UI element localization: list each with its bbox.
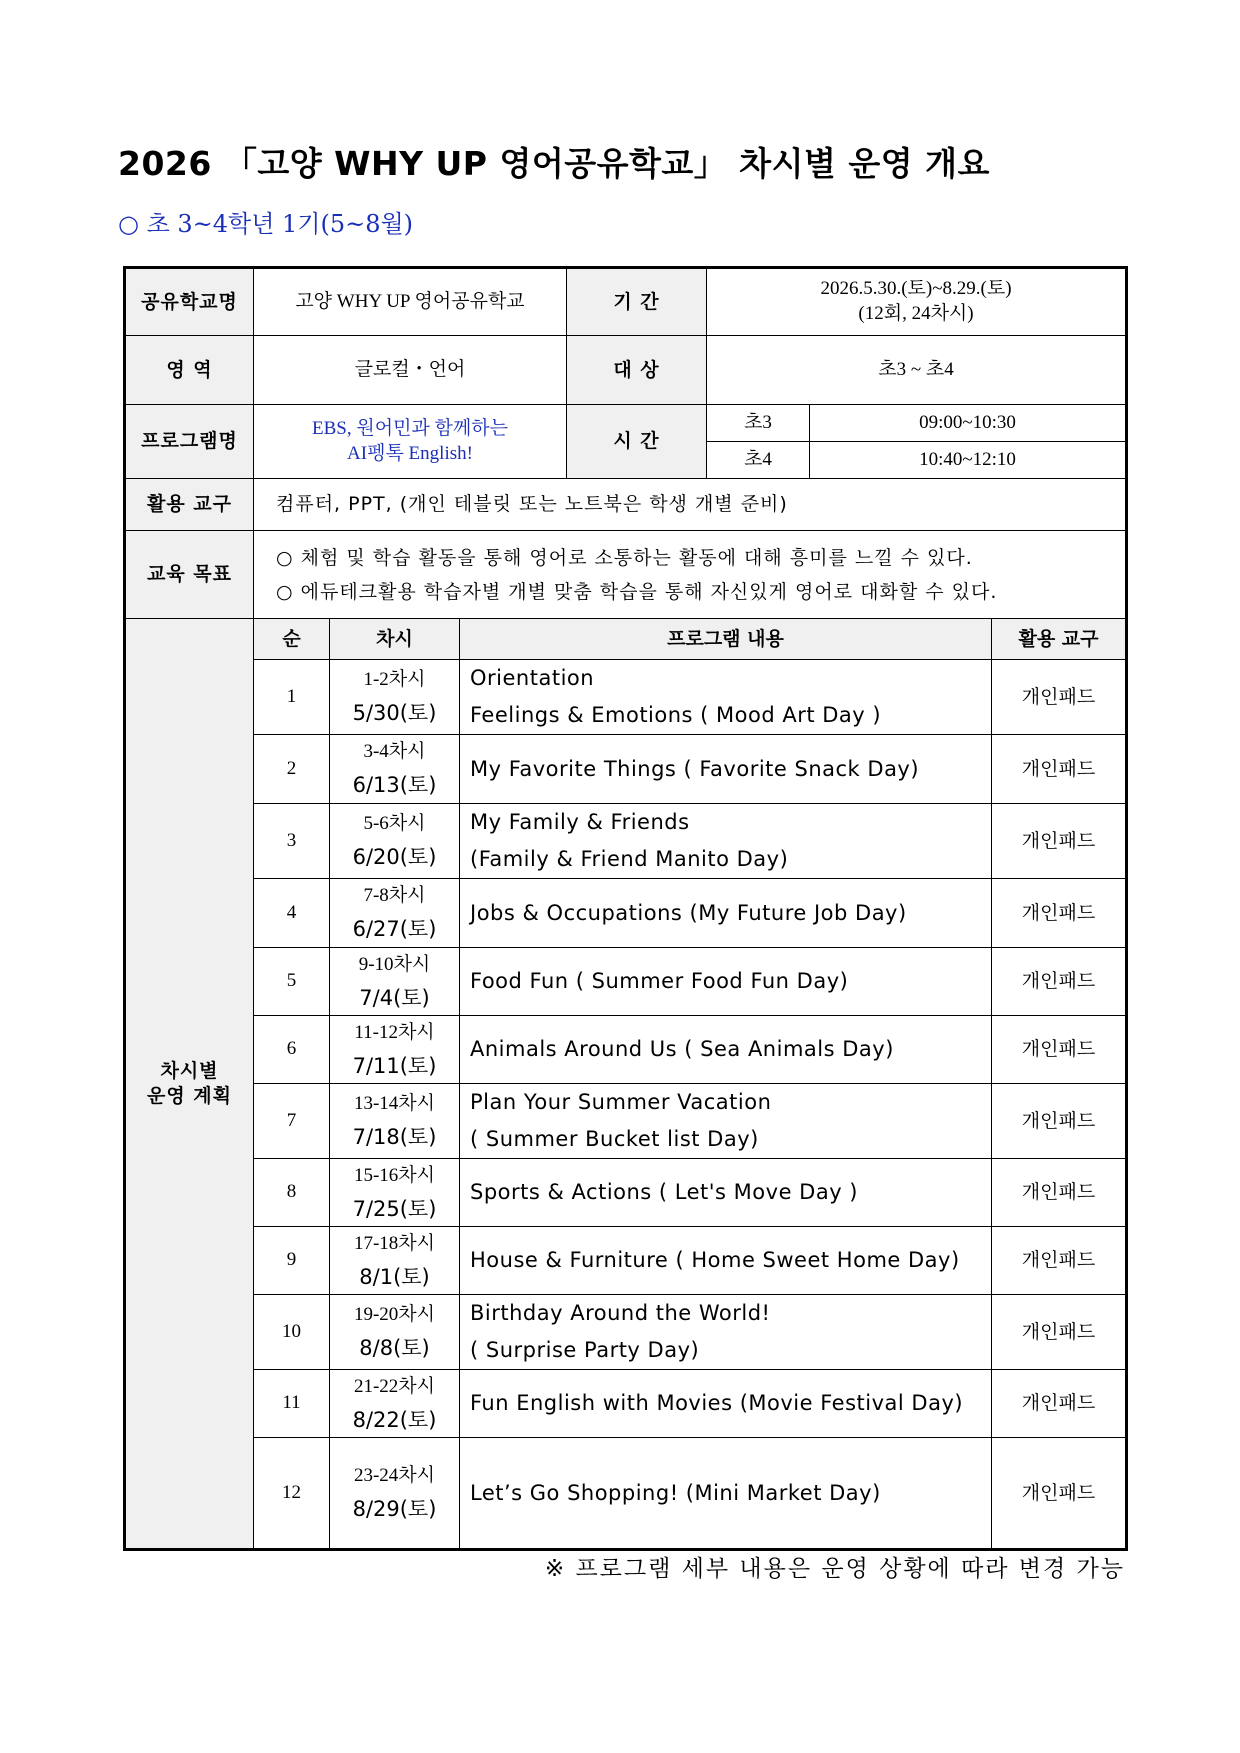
goal-label: 교육 목표: [125, 531, 254, 619]
row-session: [330, 1295, 460, 1370]
info-row-program: [125, 405, 1127, 442]
session-range: 15-16차시: [353, 1164, 436, 1186]
session-range: 19-20차시: [353, 1304, 436, 1325]
table-row: [125, 1016, 1127, 1084]
table-row: [125, 660, 1127, 735]
row-num: 11: [254, 1370, 330, 1438]
row-num: 4: [254, 879, 330, 948]
area-value: 글로컬・언어: [254, 336, 567, 405]
session-date: 6/13(토): [352, 773, 437, 797]
session-range: 11-12차시: [354, 1021, 435, 1043]
row-tool: 개인패드: [992, 879, 1127, 948]
row-content: [460, 1438, 992, 1550]
time-value-3: 09:00~10:30: [810, 405, 1127, 442]
plan-label-line2: 운영 계획: [146, 1084, 233, 1107]
row-content: [460, 1159, 992, 1227]
row-content: [460, 1370, 992, 1438]
period-label: 기 간: [567, 268, 707, 336]
target-label: 대 상: [567, 336, 707, 405]
time-grade-4: 초4: [707, 442, 810, 479]
session-range: 23-24차시: [353, 1465, 436, 1486]
row-tool: 개인패드: [992, 1370, 1127, 1438]
table-row: [125, 804, 1127, 879]
table-row: [125, 1227, 1127, 1295]
content-line: Orientation: [470, 666, 595, 690]
row-content: [460, 948, 992, 1016]
document-subtitle: ○ 초 3~4학년 1기(5~8월): [118, 210, 414, 238]
row-num: 2: [254, 735, 330, 804]
row-num: 3: [254, 804, 330, 879]
content-line: ( Surprise Party Day): [470, 1338, 700, 1362]
period-value: [707, 268, 1127, 336]
school-value: 고양 WHY UP 영어공유학교: [254, 268, 567, 336]
goal-item: ○ 체험 및 학습 활동을 통해 영어로 소통하는 활동에 대해 흥미를 느낄 수 있다.: [276, 546, 973, 569]
row-tool: 개인패드: [992, 1159, 1127, 1227]
header-num: 순: [254, 619, 330, 660]
header-session: 차시: [330, 619, 460, 660]
row-session: [330, 1016, 460, 1084]
row-tool: 개인패드: [992, 1227, 1127, 1295]
info-row-area: [125, 336, 1127, 405]
row-content: [460, 1016, 992, 1084]
table-row: [125, 1438, 1127, 1550]
table-row: [125, 1159, 1127, 1227]
row-session: [330, 1438, 460, 1550]
session-date: 7/4(토): [359, 985, 430, 1010]
time-grade-3: 초3: [707, 405, 810, 442]
session-date: 6/20(토): [352, 845, 437, 869]
content-line: Food Fun ( Summer Food Fun Day): [470, 969, 849, 993]
row-num: 9: [254, 1227, 330, 1295]
content-line: Feelings & Emotions ( Mood Art Day ): [470, 703, 882, 727]
table-row: [125, 1370, 1127, 1438]
row-session: [330, 1159, 460, 1227]
period-dates: 2026.5.30.(토)~8.29.(토): [820, 278, 1012, 300]
plan-label: [125, 619, 254, 1550]
row-session: [330, 879, 460, 948]
row-num: 1: [254, 660, 330, 735]
row-session: [330, 660, 460, 735]
session-range: 1-2차시: [363, 669, 426, 690]
row-content: [460, 660, 992, 735]
table-row: [125, 879, 1127, 948]
row-num: 10: [254, 1295, 330, 1370]
content-line: My Favorite Things ( Favorite Snack Day): [470, 756, 920, 781]
session-date: 7/11(토): [352, 1053, 437, 1078]
content-line: ( Summer Bucket list Day): [470, 1127, 759, 1151]
content-line: Let’s Go Shopping! (Mini Market Day): [470, 1480, 881, 1505]
content-line: House & Furniture ( Home Sweet Home Day): [470, 1248, 960, 1272]
plan-label-line1: 차시별: [160, 1059, 219, 1082]
content-line: Birthday Around the World!: [470, 1301, 771, 1325]
session-date: 8/1(토): [359, 1264, 430, 1289]
info-row-school: [125, 268, 1127, 336]
session-range: 5-6차시: [363, 813, 426, 834]
goal-list: [254, 531, 1127, 619]
content-line: Animals Around Us ( Sea Animals Day): [470, 1037, 894, 1061]
row-session: [330, 735, 460, 804]
session-date: 8/29(토): [352, 1497, 437, 1521]
program-name-line1: EBS, 원어민과 함께하는: [312, 417, 508, 439]
session-range: 13-14차시: [353, 1093, 436, 1114]
document-title: 2026 「고양 WHY UP 영어공유학교」 차시별 운영 개요: [118, 144, 990, 183]
row-content: [460, 1084, 992, 1159]
row-tool: 개인패드: [992, 804, 1127, 879]
info-row-goals: [125, 531, 1127, 619]
row-content: [460, 879, 992, 948]
table-row: [125, 1084, 1127, 1159]
goal-item: ○ 에듀테크활용 학습자별 개별 맞춤 학습을 통해 자신있게 영어로 대화할 수 있다.: [276, 580, 998, 603]
period-count: (12회, 24차시): [858, 303, 974, 324]
session-date: 5/30(토): [352, 701, 437, 725]
session-date: 7/18(토): [352, 1125, 437, 1149]
row-num: 7: [254, 1084, 330, 1159]
row-num: 5: [254, 948, 330, 1016]
plan-header-row: [125, 619, 1127, 660]
program-table: [123, 266, 1128, 1551]
content-line: Sports & Actions ( Let's Move Day ): [470, 1180, 858, 1204]
program-label: 프로그램명: [125, 405, 254, 479]
row-num: 6: [254, 1016, 330, 1084]
row-session: [330, 1084, 460, 1159]
row-tool: 개인패드: [992, 1295, 1127, 1370]
content-line: Jobs & Occupations (My Future Job Day): [470, 900, 907, 925]
row-tool: 개인패드: [992, 735, 1127, 804]
content-line: Fun English with Movies (Movie Festival Day): [470, 1391, 964, 1415]
tools-value: 컴퓨터, PPT, (개인 테블릿 또는 노트북은 학생 개별 준비): [254, 479, 1127, 531]
row-tool: 개인패드: [992, 1084, 1127, 1159]
row-content: [460, 1295, 992, 1370]
header-tool: 활용 교구: [992, 619, 1127, 660]
row-num: 12: [254, 1438, 330, 1550]
row-session: [330, 948, 460, 1016]
table-row: [125, 735, 1127, 804]
table-row: [125, 1295, 1127, 1370]
table-row: [125, 948, 1127, 1016]
session-date: 6/27(토): [352, 917, 437, 941]
row-tool: 개인패드: [992, 660, 1127, 735]
program-value: [254, 405, 567, 479]
program-name-line2: AI펭톡 English!: [347, 442, 473, 464]
session-date: 8/8(토): [359, 1336, 430, 1360]
row-num: 8: [254, 1159, 330, 1227]
footnote: ※ 프로그램 세부 내용은 운영 상황에 따라 변경 가능: [544, 1556, 1125, 1582]
time-label: 시 간: [567, 405, 707, 479]
row-tool: 개인패드: [992, 1438, 1127, 1550]
content-line: Plan Your Summer Vacation: [470, 1090, 772, 1114]
row-tool: 개인패드: [992, 1016, 1127, 1084]
time-value-4: 10:40~12:10: [810, 442, 1127, 479]
row-content: [460, 735, 992, 804]
session-range: 17-18차시: [353, 1232, 436, 1254]
session-range: 21-22차시: [353, 1375, 436, 1397]
row-session: [330, 1370, 460, 1438]
session-range: 9-10차시: [358, 953, 431, 975]
row-session: [330, 804, 460, 879]
session-date: 7/25(토): [352, 1196, 437, 1221]
tools-label: 활용 교구: [125, 479, 254, 531]
header-content: 프로그램 내용: [460, 619, 992, 660]
content-line: My Family & Friends: [470, 810, 690, 834]
row-tool: 개인패드: [992, 948, 1127, 1016]
row-session: [330, 1227, 460, 1295]
content-line: (Family & Friend Manito Day): [470, 847, 789, 871]
info-row-tools: [125, 479, 1127, 531]
row-content: [460, 804, 992, 879]
school-label: 공유학교명: [125, 268, 254, 336]
area-label: 영 역: [125, 336, 254, 405]
session-range: 7-8차시: [363, 885, 426, 906]
row-content: [460, 1227, 992, 1295]
session-date: 8/22(토): [352, 1407, 437, 1432]
target-value: 초3 ~ 초4: [707, 336, 1127, 405]
session-range: 3-4차시: [363, 741, 426, 762]
